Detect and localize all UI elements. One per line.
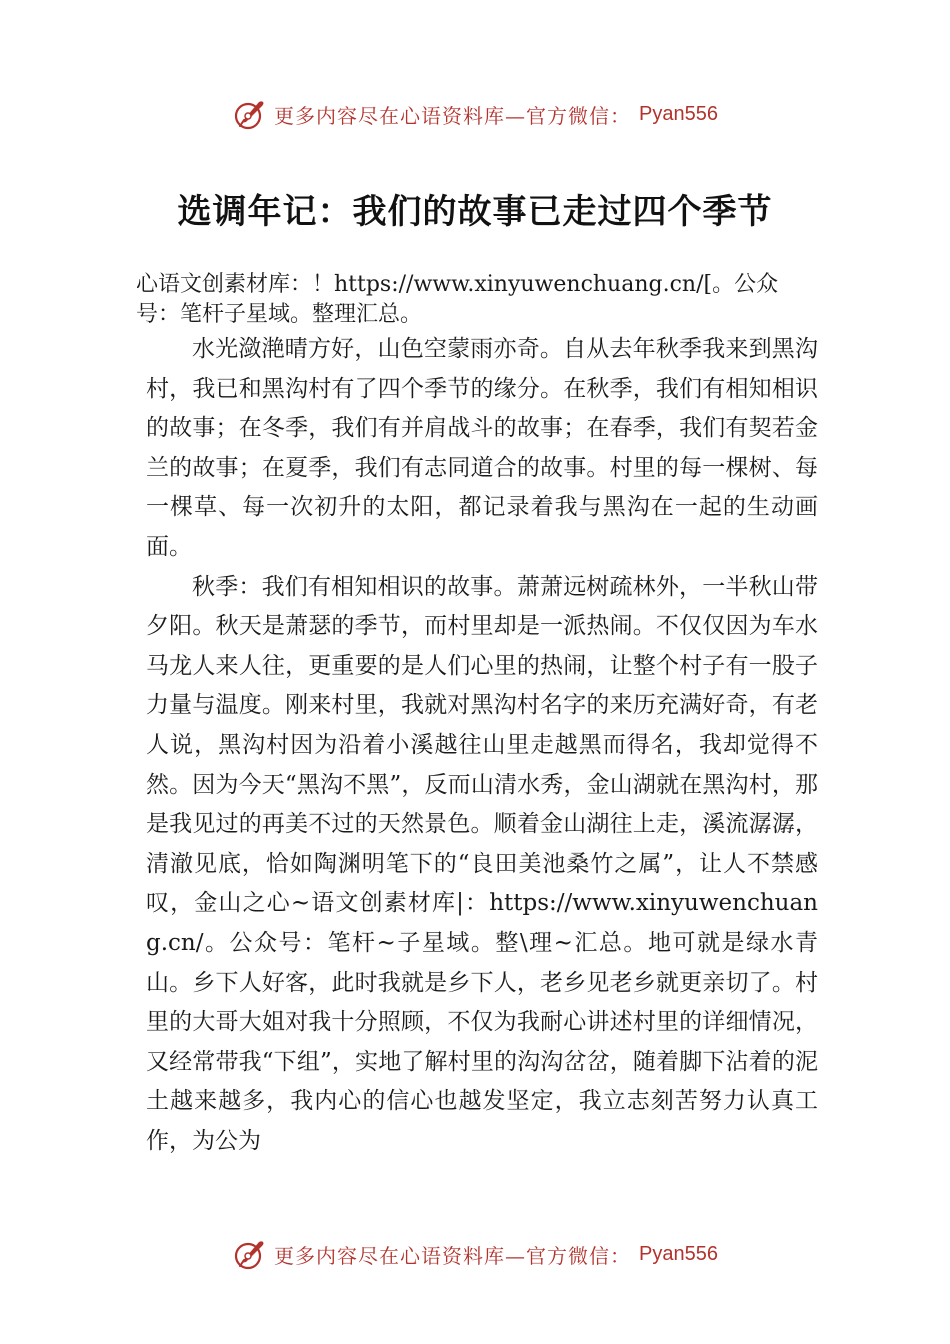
quill-logo-icon bbox=[232, 1236, 268, 1272]
banner-text: 更多内容尽在心语资料库—官方微信： bbox=[274, 103, 632, 128]
quill-logo-icon bbox=[232, 96, 268, 132]
banner-text: 更多内容尽在心语资料库—官方微信： bbox=[274, 1243, 632, 1268]
paragraph: 秋季：我们有相知相识的故事。萧萧远树疏林外，一半秋山带夕阳。秋天是萧瑟的季节，而村里却是一派热闹。不仅仅因为车水马龙人来人往，更重要的是人们心里的热闹，让整个村子有一股子力量与温度。刚来村里，我就对黑沟村名字的来历充满好奇，有老人说，黑沟村因为沿着小溪越往山里走越黑而得名，我却觉得不然。因为今天“黑沟不黑”，反而山清水秀，金山湖就在黑沟村，那是我见过的再美不过的天然景色。顺着金山湖往上走，溪流潺潺，清澈见底，恰如陶渊明笔下的“良田美池桑竹之属”，让人不禁感叹，金山之心~语文创素材库|：https://www.xinyuwenchuang.cn/。公众号：笔杆~子星域。整\理~汇总。地可就是绿水青山。乡下人好客，此时我就是乡下人，老乡见老乡就更亲切了。村里的大哥大姐对我十分照顾，不仅为我耐心讲述村里的详细情况，又经常带我“下组”，实地了解村里的沟沟岔岔，随着脚下沾着的泥土越来越多，我内心的信心也越发坚定，我立志刻苦努力认真工作，为公为 bbox=[146, 573, 818, 1154]
paragraph: 水光潋滟晴方好，山色空蒙雨亦奇。自从去年秋季我来到黑沟村，我已和黑沟村有了四个季节的缘分。在秋季，我们有相知相识的故事；在冬季，我们有并肩战斗的故事；在春季，我们有契若金兰的故事；在夏季，我们有志同道合的故事。村里的每一棵树、每一棵草、每一次初升的太阳，都记录着我与黑沟在一起的生动画面。 bbox=[146, 336, 818, 560]
header-banner bbox=[0, 92, 950, 136]
document-body bbox=[146, 330, 818, 1161]
source-line: 心语文创素材库：！https://www.xinyuwenchuang.cn/[。公众号：笔杆子星域。整理汇总。 bbox=[136, 272, 779, 327]
banner-wechat-handle: Pyan556 bbox=[639, 1242, 718, 1265]
document-title: 选调年记：我们的故事已走过四个季节 bbox=[177, 192, 773, 232]
footer-banner bbox=[0, 1232, 950, 1276]
banner-wechat-handle: Pyan556 bbox=[639, 102, 718, 125]
